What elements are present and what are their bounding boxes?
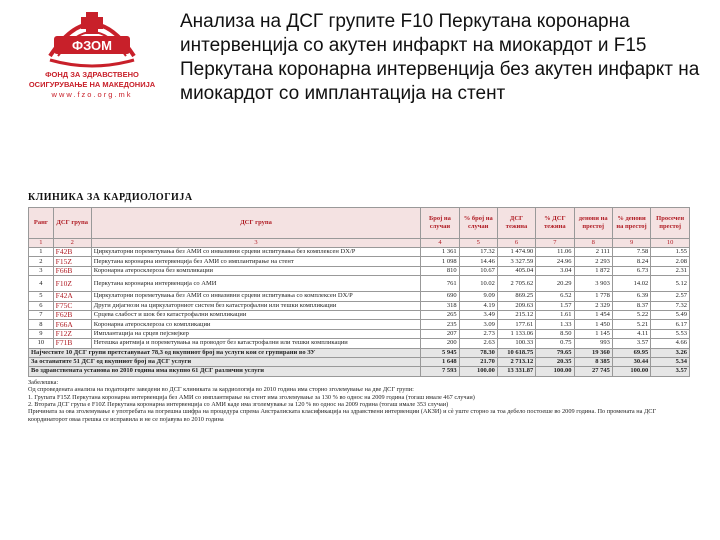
logo-line-2: ОСИГУРУВАЊЕ НА МАКЕДОНИЈА	[28, 80, 156, 89]
value-cell: 3.09	[459, 320, 497, 329]
rank-cell: 2	[29, 257, 54, 266]
summary-value: 19 360	[574, 348, 612, 357]
value-cell: 2.57	[651, 292, 690, 301]
value-cell: 1.57	[536, 301, 574, 310]
value-cell: 8.37	[612, 301, 650, 310]
value-cell: 2.31	[651, 266, 690, 275]
value-cell: 14.02	[612, 276, 650, 292]
dsg-code-cell: F42B	[53, 248, 91, 257]
table-row	[29, 301, 690, 310]
summary-row	[29, 357, 690, 366]
fzom-logo	[22, 6, 162, 110]
rank-cell: 7	[29, 310, 54, 319]
summary-value: 1 648	[421, 357, 459, 366]
dsg-code-cell: F66A	[53, 320, 91, 329]
summary-value: 3.57	[651, 367, 690, 376]
value-cell: 2.08	[651, 257, 690, 266]
dsg-code-cell: F42A	[53, 292, 91, 301]
column-header: Ранг	[29, 208, 54, 239]
column-header: ДСГ група	[53, 208, 91, 239]
rank-cell: 4	[29, 276, 54, 292]
value-cell: 200	[421, 339, 459, 348]
clinic-heading: КЛИНИКА ЗА КАРДИОЛОГИЈА	[28, 192, 193, 203]
column-header: Просечен престој	[651, 208, 690, 239]
value-cell: 2 705.62	[497, 276, 535, 292]
value-cell: 690	[421, 292, 459, 301]
summary-value: 100.00	[459, 367, 497, 376]
summary-value: 21.70	[459, 357, 497, 366]
summary-value: 20.35	[536, 357, 574, 366]
value-cell: 3.49	[459, 310, 497, 319]
column-header: % денови на престој	[612, 208, 650, 239]
rank-cell: 9	[29, 329, 54, 338]
note-line: Забелешка:	[28, 378, 59, 386]
value-cell: 1 872	[574, 266, 612, 275]
summary-value: 100.00	[536, 367, 574, 376]
value-cell: 265	[421, 310, 459, 319]
value-cell: 17.32	[459, 248, 497, 257]
summary-value: 10 618.75	[497, 348, 535, 357]
value-cell: 5.49	[651, 310, 690, 319]
rank-cell: 8	[29, 320, 54, 329]
table-row	[29, 339, 690, 348]
note-line: Причината за ова зголемување е употребата на погрешна шифра на процедура спрема Австралиската класификација на здравствени интервенции (АКЗИ) и сѐ уште сторно за тоа дебело постоеше во 2009 година. По промената на ДСГ координаторот оваа грешка се исправила и не се појавува во 2010 година	[28, 408, 657, 423]
note-line: 2. Втората ДСГ група е F10Z Перкутана коронарна интервенција со АМИ каде има зголемување за 120 % во однос на 2009 година (тогаш имале 353 случаи)	[28, 400, 449, 408]
value-cell: 993	[574, 339, 612, 348]
column-number: 9	[612, 239, 650, 248]
value-cell: 5.21	[612, 320, 650, 329]
fzom-emblem-icon	[40, 6, 144, 68]
table-notes	[28, 379, 690, 423]
column-number: 10	[651, 239, 690, 248]
summary-value: 5.34	[651, 357, 690, 366]
value-cell: 100.33	[497, 339, 535, 348]
table-row	[29, 257, 690, 266]
note-line: 1. Групата F15Z Перкутана коронарна интервенција без АМИ со имплантирање на стент има зголемување за 130 % во однос на 2009 година (тогаш имале 467 случаи)	[28, 393, 475, 401]
dsg-code-cell: F71B	[53, 339, 91, 348]
rank-cell: 3	[29, 266, 54, 275]
value-cell: 1 474.90	[497, 248, 535, 257]
column-header: ДСГ тежина	[497, 208, 535, 239]
column-number: 5	[459, 239, 497, 248]
value-cell: 1 778	[574, 292, 612, 301]
value-cell: 8.50	[536, 329, 574, 338]
value-cell: 24.96	[536, 257, 574, 266]
table-row	[29, 320, 690, 329]
value-cell: 10.67	[459, 266, 497, 275]
value-cell: 7.58	[612, 248, 650, 257]
slide-title: Анализа на ДСГ групите F10 Перкутана коронарна интервенција со акутен инфаркт на миокардот и F15 Перкутана коронарна интервенција без акутен инфаркт на миокардот со имплантација на стент	[180, 11, 700, 104]
column-header: денови на престој	[574, 208, 612, 239]
column-number: 4	[421, 239, 459, 248]
value-cell: 9.09	[459, 292, 497, 301]
table-row	[29, 310, 690, 319]
column-number-row	[29, 239, 690, 248]
value-cell: 1.33	[536, 320, 574, 329]
column-number: 1	[29, 239, 54, 248]
value-cell: 10.02	[459, 276, 497, 292]
dsg-description-cell: Перкутана коронарна интервенција со АМИ	[91, 276, 421, 292]
value-cell: 5.53	[651, 329, 690, 338]
value-cell: 177.61	[497, 320, 535, 329]
summary-value: 79.65	[536, 348, 574, 357]
column-header: % ДСГ тежина	[536, 208, 574, 239]
value-cell: 318	[421, 301, 459, 310]
dsg-description-cell: Циркулаторни пореметувања без АМИ со инвазивни срцеви испитувања без комплексен DX/P	[91, 248, 421, 257]
table-row	[29, 276, 690, 292]
value-cell: 1 361	[421, 248, 459, 257]
value-cell: 1 145	[574, 329, 612, 338]
value-cell: 3 327.59	[497, 257, 535, 266]
value-cell: 6.73	[612, 266, 650, 275]
column-number: 6	[497, 239, 535, 248]
value-cell: 0.75	[536, 339, 574, 348]
value-cell: 3.04	[536, 266, 574, 275]
slide-header	[0, 0, 720, 120]
column-header: Број на случаи	[421, 208, 459, 239]
summary-label: Најчестите 10 ДСГ групи претставуваат 78,3 од вкупниот број на услуги кои се групирани во ЗУ	[29, 348, 421, 357]
dsg-code-cell: F75C	[53, 301, 91, 310]
column-number: 2	[53, 239, 91, 248]
table-row	[29, 329, 690, 338]
value-cell: 4.66	[651, 339, 690, 348]
value-cell: 5.12	[651, 276, 690, 292]
value-cell: 2.63	[459, 339, 497, 348]
column-header: % број на случаи	[459, 208, 497, 239]
value-cell: 1 454	[574, 310, 612, 319]
summary-value: 2 713.12	[497, 357, 535, 366]
dsg-code-cell: F62B	[53, 310, 91, 319]
dsg-description-cell: Други дијагнози на циркулаторниот систем без катастрофални или тешки компликации	[91, 301, 421, 310]
dsg-code-cell: F15Z	[53, 257, 91, 266]
summary-value: 30.44	[612, 357, 650, 366]
dsg-description-cell: Коронарна атеросклероза со компликации	[91, 320, 421, 329]
summary-value: 8 385	[574, 357, 612, 366]
value-cell: 4.19	[459, 301, 497, 310]
column-header: ДСГ група	[91, 208, 421, 239]
value-cell: 405.04	[497, 266, 535, 275]
rank-cell: 5	[29, 292, 54, 301]
summary-row	[29, 367, 690, 376]
value-cell: 6.39	[612, 292, 650, 301]
value-cell: 235	[421, 320, 459, 329]
dsg-code-cell: F12Z	[53, 329, 91, 338]
value-cell: 6.17	[651, 320, 690, 329]
value-cell: 2 329	[574, 301, 612, 310]
summary-value: 7 593	[421, 367, 459, 376]
value-cell: 207	[421, 329, 459, 338]
value-cell: 1 133.06	[497, 329, 535, 338]
value-cell: 6.52	[536, 292, 574, 301]
document-scan	[28, 192, 690, 423]
table-row	[29, 248, 690, 257]
logo-brand: ФЗОМ	[71, 38, 113, 53]
value-cell: 4.11	[612, 329, 650, 338]
value-cell: 761	[421, 276, 459, 292]
dsg-code-cell: F66B	[53, 266, 91, 275]
value-cell: 11.06	[536, 248, 574, 257]
dsg-description-cell: Срцева слабост и шок без катастрофални компликации	[91, 310, 421, 319]
value-cell: 5.22	[612, 310, 650, 319]
summary-value: 27 745	[574, 367, 612, 376]
value-cell: 215.12	[497, 310, 535, 319]
column-number: 7	[536, 239, 574, 248]
value-cell: 810	[421, 266, 459, 275]
logo-line-1: ФОНД ЗА ЗДРАВСТВЕНО	[45, 70, 139, 79]
column-number: 8	[574, 239, 612, 248]
rank-cell: 1	[29, 248, 54, 257]
table-body	[29, 248, 690, 377]
value-cell: 3 903	[574, 276, 612, 292]
dsg-description-cell: Имплантација на срцев пејсмејкер	[91, 329, 421, 338]
value-cell: 20.29	[536, 276, 574, 292]
value-cell: 2.73	[459, 329, 497, 338]
summary-value: 13 331.87	[497, 367, 535, 376]
value-cell: 3.57	[612, 339, 650, 348]
value-cell: 2 293	[574, 257, 612, 266]
value-cell: 1.55	[651, 248, 690, 257]
note-line: Од спроведената анализа на податоците заведени во ДСГ клиниката за кардиологија во 2010 година има сторно зголемување на две ДСГ групи:	[28, 386, 414, 394]
value-cell: 209.63	[497, 301, 535, 310]
dsg-description-cell: Циркулаторни пореметувања без АМИ со инвазивни срцеви испитувања со комплексен DX/P	[91, 292, 421, 301]
summary-value: 100.00	[612, 367, 650, 376]
summary-label: Во здравствената установа во 2010 година има вкупно 61 ДСГ различни услуги	[29, 367, 421, 376]
summary-value: 3.26	[651, 348, 690, 357]
dsg-table	[28, 207, 690, 377]
logo-url[interactable]: www.fzo.org.mk	[51, 90, 133, 99]
value-cell: 1 098	[421, 257, 459, 266]
dsg-code-cell: F10Z	[53, 276, 91, 292]
value-cell: 8.24	[612, 257, 650, 266]
value-cell: 14.46	[459, 257, 497, 266]
summary-row	[29, 348, 690, 357]
logo-caption	[22, 70, 162, 100]
rank-cell: 10	[29, 339, 54, 348]
value-cell: 869.25	[497, 292, 535, 301]
value-cell: 7.32	[651, 301, 690, 310]
summary-value: 5 945	[421, 348, 459, 357]
value-cell: 1 450	[574, 320, 612, 329]
rank-cell: 6	[29, 301, 54, 310]
value-cell: 2 111	[574, 248, 612, 257]
value-cell: 1.61	[536, 310, 574, 319]
summary-label: За останатите 51 ДСГ од вкупниот број на ДСГ услуги	[29, 357, 421, 366]
table-header-row	[29, 208, 690, 239]
summary-value: 78.30	[459, 348, 497, 357]
summary-value: 69.95	[612, 348, 650, 357]
dsg-description-cell: Нетешка аритмија и пореметувања на проводот без катастрофални или тешки компликации	[91, 339, 421, 348]
dsg-description-cell: Перкутана коронарна интервенција без АМИ со имплантирање на стент	[91, 257, 421, 266]
dsg-description-cell: Коронарна атеросклероза без компликации	[91, 266, 421, 275]
column-number: 3	[91, 239, 421, 248]
table-row	[29, 266, 690, 275]
table-row	[29, 292, 690, 301]
